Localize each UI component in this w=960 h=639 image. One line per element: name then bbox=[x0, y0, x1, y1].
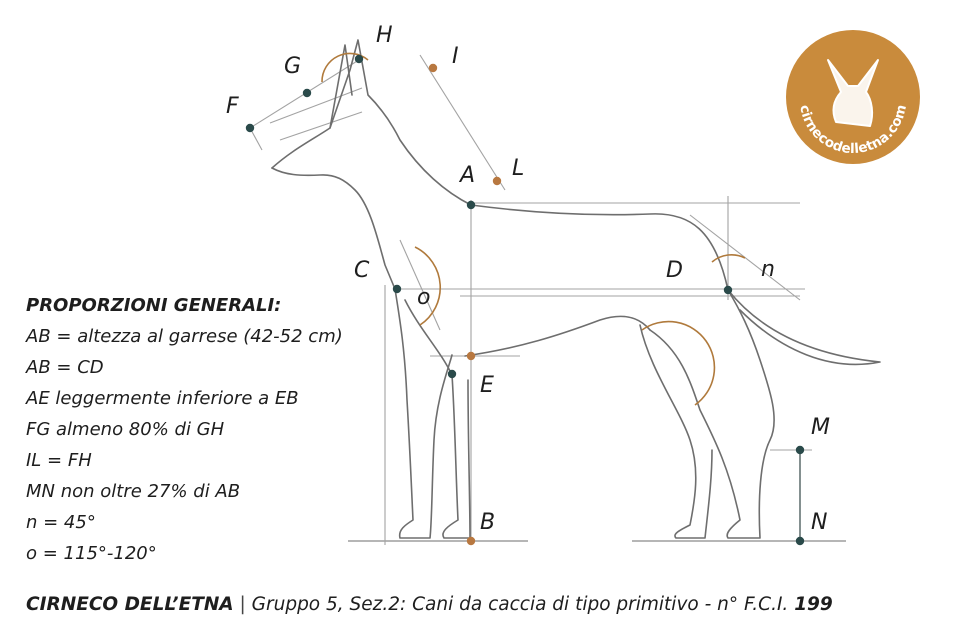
label-F: F bbox=[226, 94, 239, 119]
point-M bbox=[796, 446, 804, 454]
badge-text: cirnecodelletna.com bbox=[796, 103, 911, 158]
label-C: C bbox=[354, 258, 370, 283]
point-F bbox=[246, 124, 254, 132]
point-E bbox=[467, 352, 475, 360]
point-I bbox=[429, 64, 437, 72]
point-G bbox=[303, 89, 311, 97]
proportion-line: AE leggermente inferiore a EB bbox=[26, 388, 299, 409]
label-D: D bbox=[666, 258, 683, 283]
caption-separator: | bbox=[239, 594, 246, 615]
proportion-line: n = 45° bbox=[26, 512, 96, 533]
point-A bbox=[467, 201, 475, 209]
point-C bbox=[393, 285, 401, 293]
breed-name: CIRNECO DELL’ETNA bbox=[26, 594, 234, 615]
label-L: L bbox=[512, 156, 525, 181]
label-M: M bbox=[811, 415, 830, 440]
dog-head-logo-icon bbox=[786, 30, 920, 164]
proportion-line: o = 115°-120° bbox=[26, 543, 157, 564]
label-N: N bbox=[811, 510, 828, 535]
proportions-heading: PROPORZIONI GENERALI: bbox=[26, 295, 282, 316]
label-A: A bbox=[460, 163, 476, 188]
fci-number: 199 bbox=[794, 594, 833, 615]
proportion-line: MN non oltre 27% di AB bbox=[26, 481, 241, 502]
label-B: B bbox=[480, 510, 496, 535]
proportion-line: AB = CD bbox=[26, 357, 104, 378]
label-G: G bbox=[284, 54, 302, 79]
label-E: E bbox=[480, 373, 494, 398]
site-logo-badge[interactable] bbox=[786, 30, 920, 164]
point-L bbox=[493, 177, 501, 185]
caption-text: Gruppo 5, Sez.2: Cani da caccia di tipo primitivo - n° F.C.I. bbox=[251, 594, 789, 615]
proportion-line: IL = FH bbox=[26, 450, 92, 471]
point-D bbox=[724, 286, 732, 294]
proportion-line: FG almeno 80% di GH bbox=[26, 419, 225, 440]
label-I: I bbox=[452, 44, 459, 69]
point-H bbox=[355, 55, 363, 63]
breed-caption bbox=[26, 594, 926, 615]
point-N bbox=[796, 537, 804, 545]
label-n: n bbox=[761, 257, 775, 282]
general-proportions bbox=[26, 290, 386, 569]
point-elbow bbox=[448, 370, 456, 378]
label-o: o bbox=[417, 285, 431, 310]
proportion-line: AB = altezza al garrese (42-52 cm) bbox=[26, 326, 343, 347]
label-H: H bbox=[376, 23, 393, 48]
point-B bbox=[467, 537, 475, 545]
